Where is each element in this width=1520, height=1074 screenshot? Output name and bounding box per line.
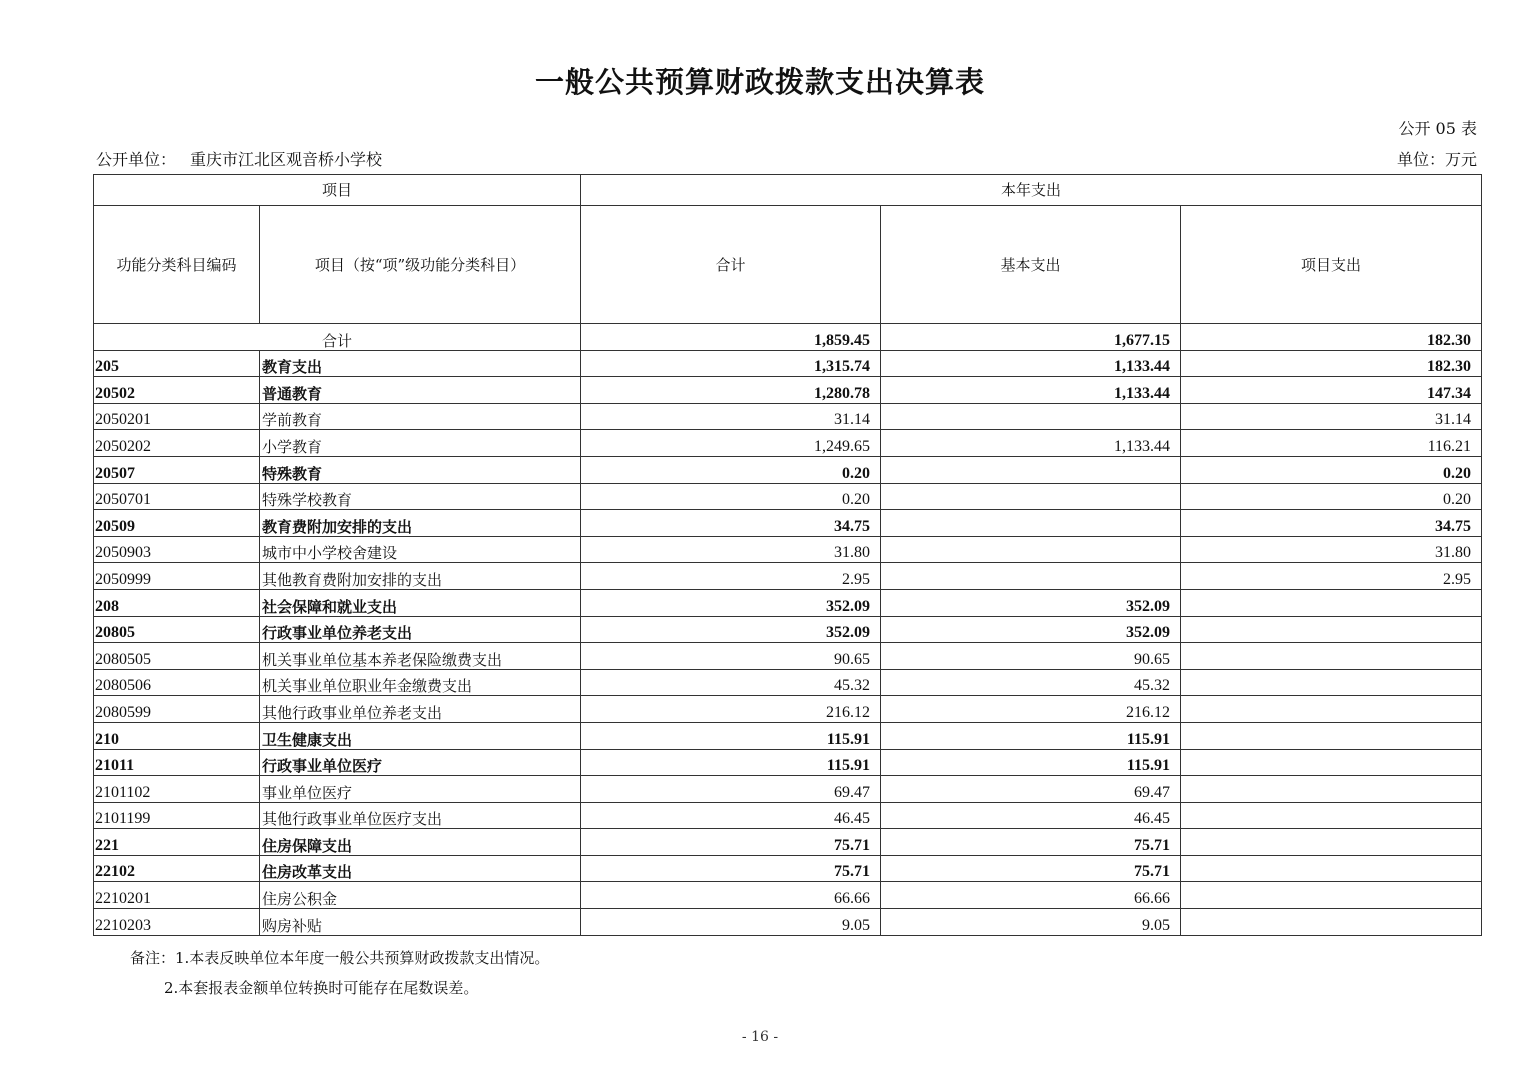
note-2: 2.本套报表金额单位转换时可能存在尾数误差。 [164, 979, 479, 997]
row-project [1181, 802, 1482, 829]
row-name: 其他行政事业单位医疗支出 [260, 802, 581, 829]
row-name: 行政事业单位养老支出 [260, 616, 581, 643]
table-row [94, 536, 1482, 563]
row-code: 2101102 [94, 776, 260, 803]
row-project [1181, 643, 1482, 670]
row-project: 34.75 [1181, 510, 1482, 537]
row-name: 教育支出 [260, 350, 581, 377]
table-row [94, 430, 1482, 457]
row-total: 66.66 [581, 882, 881, 909]
table-row [94, 483, 1482, 510]
row-basic: 1,133.44 [881, 377, 1181, 404]
row-project [1181, 909, 1482, 936]
row-project: 147.34 [1181, 377, 1482, 404]
total-basic: 1,677.15 [881, 324, 1181, 351]
total-project: 182.30 [1181, 324, 1482, 351]
row-basic: 352.09 [881, 589, 1181, 616]
row-project: 31.14 [1181, 403, 1482, 430]
table-row [94, 909, 1482, 936]
row-project: 0.20 [1181, 456, 1482, 483]
row-project [1181, 669, 1482, 696]
page-number: - 16 - [741, 1029, 779, 1045]
row-code: 21011 [94, 749, 260, 776]
row-code: 2210201 [94, 882, 260, 909]
row-name: 事业单位医疗 [260, 776, 581, 803]
row-code: 208 [94, 589, 260, 616]
table-row [94, 855, 1482, 882]
row-name: 学前教育 [260, 403, 581, 430]
row-basic: 115.91 [881, 722, 1181, 749]
table-row [94, 643, 1482, 670]
row-total: 1,249.65 [581, 430, 881, 457]
header-column-row [94, 206, 1482, 324]
row-code: 2050903 [94, 536, 260, 563]
reporting-unit-name: 重庆市江北区观音桥小学校 [190, 150, 383, 169]
row-basic: 115.91 [881, 749, 1181, 776]
row-basic [881, 536, 1181, 563]
row-code: 20509 [94, 510, 260, 537]
row-total: 352.09 [581, 589, 881, 616]
row-name: 特殊学校教育 [260, 483, 581, 510]
table-row [94, 563, 1482, 590]
row-project [1181, 589, 1482, 616]
row-code: 22102 [94, 855, 260, 882]
expenditure-table [93, 174, 1482, 936]
table-row [94, 377, 1482, 404]
table-row [94, 589, 1482, 616]
row-code: 20507 [94, 456, 260, 483]
total-label: 合计 [94, 324, 581, 351]
table-row [94, 350, 1482, 377]
row-name: 普通教育 [260, 377, 581, 404]
row-project [1181, 722, 1482, 749]
row-code: 2210203 [94, 909, 260, 936]
table-row [94, 510, 1482, 537]
reporting-unit-label: 公开单位： [96, 150, 177, 169]
note-1: 备注：1.本表反映单位本年度一般公共预算财政拨款支出情况。 [130, 949, 550, 967]
row-total: 216.12 [581, 696, 881, 723]
row-basic: 216.12 [881, 696, 1181, 723]
row-total: 31.14 [581, 403, 881, 430]
row-basic: 45.32 [881, 669, 1181, 696]
row-total: 34.75 [581, 510, 881, 537]
row-project [1181, 749, 1482, 776]
row-name: 购房补贴 [260, 909, 581, 936]
page-title: 一般公共预算财政拨款支出决算表 [534, 65, 985, 99]
row-basic: 1,133.44 [881, 350, 1181, 377]
table-row [94, 776, 1482, 803]
row-basic: 90.65 [881, 643, 1181, 670]
row-code: 205 [94, 350, 260, 377]
table-row [94, 722, 1482, 749]
row-total: 1,315.74 [581, 350, 881, 377]
row-code: 221 [94, 829, 260, 856]
row-name: 住房公积金 [260, 882, 581, 909]
row-name: 住房保障支出 [260, 829, 581, 856]
row-project [1181, 882, 1482, 909]
row-name: 机关事业单位基本养老保险缴费支出 [260, 643, 581, 670]
row-name: 行政事业单位医疗 [260, 749, 581, 776]
row-basic [881, 403, 1181, 430]
row-code: 2050202 [94, 430, 260, 457]
row-project [1181, 696, 1482, 723]
row-project [1181, 829, 1482, 856]
row-name: 教育费附加安排的支出 [260, 510, 581, 537]
row-basic: 1,133.44 [881, 430, 1181, 457]
row-total: 90.65 [581, 643, 881, 670]
row-total: 0.20 [581, 483, 881, 510]
form-number: 公开 05 表 [1398, 119, 1477, 138]
row-code: 2050701 [94, 483, 260, 510]
row-project: 0.20 [1181, 483, 1482, 510]
row-total: 46.45 [581, 802, 881, 829]
currency-unit: 单位：万元 [1396, 150, 1477, 169]
table-row [94, 749, 1482, 776]
row-total: 31.80 [581, 536, 881, 563]
row-code: 2080506 [94, 669, 260, 696]
row-name: 机关事业单位职业年金缴费支出 [260, 669, 581, 696]
row-total: 352.09 [581, 616, 881, 643]
row-total: 45.32 [581, 669, 881, 696]
row-name: 其他行政事业单位养老支出 [260, 696, 581, 723]
row-code: 2080599 [94, 696, 260, 723]
row-code: 20502 [94, 377, 260, 404]
row-name: 城市中小学校舍建设 [260, 536, 581, 563]
row-name: 小学教育 [260, 430, 581, 457]
row-name: 特殊教育 [260, 456, 581, 483]
row-basic: 69.47 [881, 776, 1181, 803]
row-total: 75.71 [581, 829, 881, 856]
row-name: 卫生健康支出 [260, 722, 581, 749]
row-basic [881, 483, 1181, 510]
row-total: 75.71 [581, 855, 881, 882]
row-total: 2.95 [581, 563, 881, 590]
header-name: 项目（按“项”级功能分类科目） [260, 206, 581, 324]
table-row [94, 829, 1482, 856]
row-code: 20805 [94, 616, 260, 643]
header-basic: 基本支出 [881, 206, 1181, 324]
total-row [94, 324, 1482, 351]
row-project: 182.30 [1181, 350, 1482, 377]
row-code: 2101199 [94, 802, 260, 829]
header-code: 功能分类科目编码 [94, 206, 260, 324]
row-project [1181, 855, 1482, 882]
row-basic: 75.71 [881, 855, 1181, 882]
header-group-row [94, 175, 1482, 206]
row-total: 115.91 [581, 749, 881, 776]
row-code: 2050999 [94, 563, 260, 590]
row-project: 2.95 [1181, 563, 1482, 590]
table-row [94, 669, 1482, 696]
row-basic [881, 563, 1181, 590]
row-project: 116.21 [1181, 430, 1482, 457]
row-code: 210 [94, 722, 260, 749]
row-name: 住房改革支出 [260, 855, 581, 882]
row-basic [881, 510, 1181, 537]
table-row [94, 802, 1482, 829]
row-basic [881, 456, 1181, 483]
table-row [94, 403, 1482, 430]
reporting-unit [96, 147, 382, 170]
row-total: 69.47 [581, 776, 881, 803]
row-total: 0.20 [581, 456, 881, 483]
table-row [94, 456, 1482, 483]
row-basic: 66.66 [881, 882, 1181, 909]
row-basic: 9.05 [881, 909, 1181, 936]
row-total: 115.91 [581, 722, 881, 749]
row-basic: 75.71 [881, 829, 1181, 856]
table-row [94, 696, 1482, 723]
row-project: 31.80 [1181, 536, 1482, 563]
row-code: 2050201 [94, 403, 260, 430]
row-project [1181, 616, 1482, 643]
row-project [1181, 776, 1482, 803]
row-basic: 46.45 [881, 802, 1181, 829]
header-expense-group: 本年支出 [581, 175, 1482, 206]
table-row [94, 616, 1482, 643]
table-row [94, 882, 1482, 909]
header-item-group: 项目 [94, 175, 581, 206]
header-total: 合计 [581, 206, 881, 324]
row-total: 1,280.78 [581, 377, 881, 404]
row-total: 9.05 [581, 909, 881, 936]
row-code: 2080505 [94, 643, 260, 670]
row-name: 社会保障和就业支出 [260, 589, 581, 616]
total-total: 1,859.45 [581, 324, 881, 351]
header-project: 项目支出 [1181, 206, 1482, 324]
row-name: 其他教育费附加安排的支出 [260, 563, 581, 590]
row-basic: 352.09 [881, 616, 1181, 643]
